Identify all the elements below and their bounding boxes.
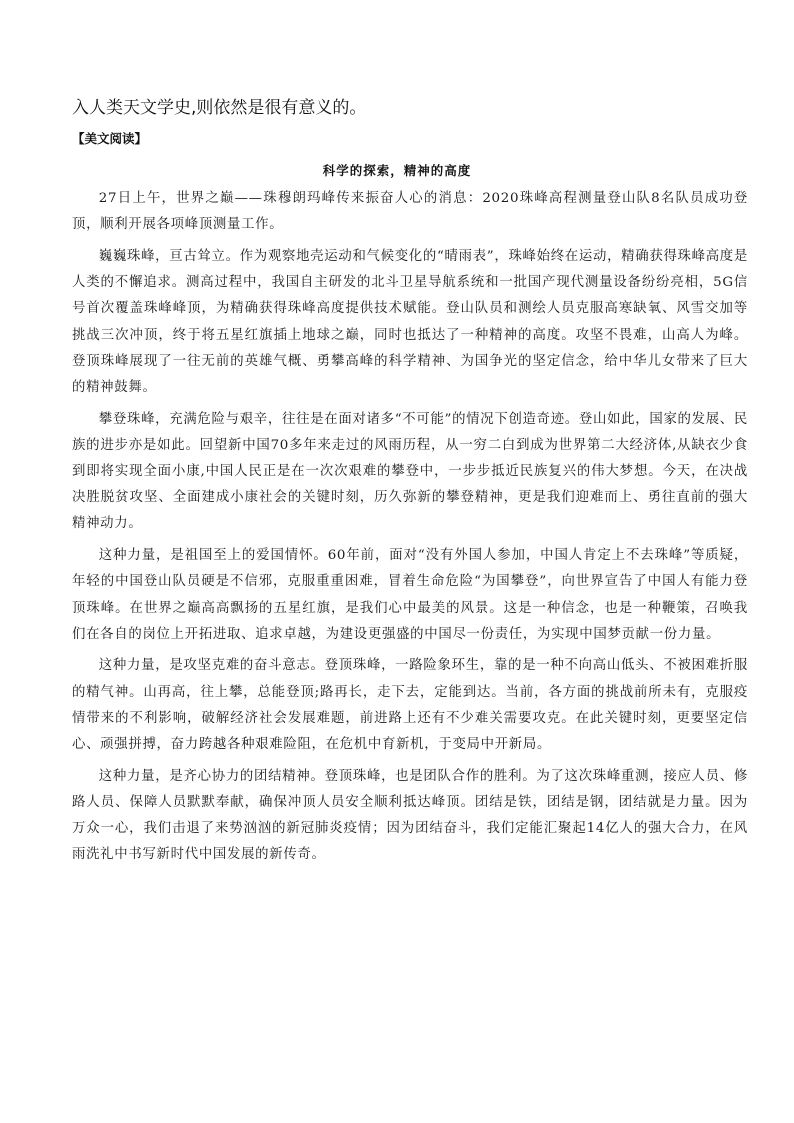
paragraph: 27日上午，世界之巅——珠穆朗玛峰传来振奋人心的消息：2020珠峰高程测量登山队8名队员成功登顶，顺利开展各项峰顶测量工作。 bbox=[72, 191, 748, 233]
paragraph: 攀登珠峰，充满危险与艰辛，往往是在面对诸多“不可能”的情况下创造奇迹。登山如此，国家的发展、民族的进步亦是如此。回望新中国70多年来走过的风雨历程，从一穷二白到成为世界第二大经济体,从缺衣少食到即将实现全面小康,中国人民正是在一次次艰难的攀登中，一步步抵近民族复兴的伟大梦想。今天，在决战决胜脱贫攻坚、全面建成小康社会的关键时刻，历久弥新的攀登精神，更是我们迎难而上、勇往直前的强大精神动力。 bbox=[72, 411, 748, 532]
section-label: 【美文阅读】 bbox=[72, 131, 148, 146]
paragraph: 这种力量，是祖国至上的爱国情怀。60年前，面对“没有外国人参加，中国人肯定上不去珠峰”等质疑，年轻的中国登山队员硬是不信邪，克服重重困难，冒着生命危险“为国攀登”，向世界宣告了中国人有能力登顶珠峰。在世界之巅高高飘扬的五星红旗，是我们心中最美的风景。这是一种信念，也是一种鞭策，召唤我们在各自的岗位上开拓进取、追求卓越，为建设更强盛的中国尽一份责任，为实现中国梦贡献一份力量。 bbox=[72, 548, 748, 642]
paragraph: 这种力量，是攻坚克难的奋斗意志。登顶珠峰，一路险象环生，靠的是一种不向高山低头、不被困难折服的精气神。山再高，往上攀，总能登顶;路再长，走下去，定能到达。当前，各方面的挑战前所未有，克服疫情带来的不利影响，破解经济社会发展难题，前进路上还有不少难关需要攻克。在此关键时刻，更要坚定信心、顽强拼搏，奋力跨越各种艰难险阻，在危机中育新机，于变局中开新局。 bbox=[72, 658, 748, 753]
paragraph: 巍巍珠峰，亘古耸立。作为观察地壳运动和气候变化的“晴雨表”，珠峰始终在运动，精确获得珠峰高度是人类的不懈追求。测高过程中，我国自主研发的北斗卫星导航系统和一批国产现代测量设备纷纷亮相，5G信号首次覆盖珠峰峰顶，为精确获得珠峰高度提供技术赋能。登山队员和测绘人员克服高寒缺氧、风雪交加等挑战三次冲顶，终于将五星红旗插上地球之巅，同时也抵达了一种精神的高度。攻坚不畏难，山高人为峰。登顶珠峰展现了一往无前的英雄气概、勇攀高峰的科学精神、为国争光的坚定信念，给中华儿女带来了巨大的精神鼓舞。 bbox=[72, 248, 748, 395]
paragraph: 这种力量，是齐心协力的团结精神。登顶珠峰，也是团队合作的胜利。为了这次珠峰重测，接应人员、修路人员、保障人员默默奉献，确保冲顶人员安全顺利抵达峰顶。团结是铁，团结是钢，团结就是力量。因为万众一心，我们击退了来势汹汹的新冠肺炎疫情；因为团结奋斗，我们定能汇聚起14亿人的强大合力，在风雨洗礼中书写新时代中国发展的新传奇。 bbox=[72, 768, 748, 863]
article-title: 科学的探索，精神的高度 bbox=[322, 163, 472, 178]
article-body bbox=[72, 186, 748, 874]
continuation-line: 入人类天文学史,则依然是很有意义的。 bbox=[72, 98, 367, 118]
